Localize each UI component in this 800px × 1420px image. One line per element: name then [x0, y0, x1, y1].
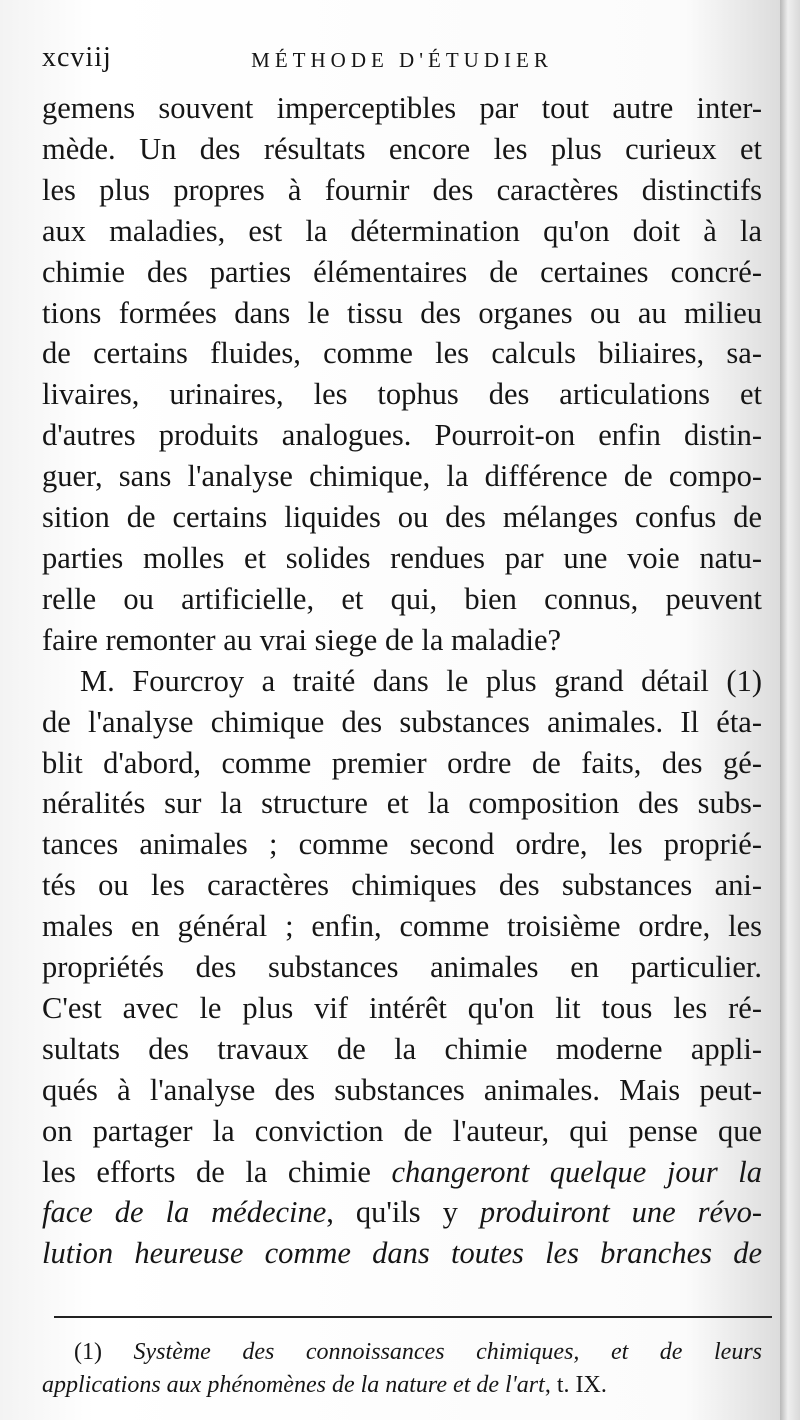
page-number: xcviij	[42, 42, 112, 73]
text-line: aux maladies, est la détermination qu'on doit à la	[42, 213, 762, 248]
text-line	[42, 1192, 762, 1233]
text-line: gemens souvent imperceptibles par tout autre inter-	[42, 91, 762, 125]
text-line: les plus propres à fournir des caractères distinctifs	[42, 172, 762, 207]
footnote-marker: (1)	[74, 1339, 134, 1366]
text-line: parties molles et solides rendues par une voie natu-	[42, 540, 762, 575]
text-line: tions formées dans le tissu des organes ou au milieu	[42, 295, 762, 330]
roman-segment: les efforts de la chimie	[42, 1154, 392, 1189]
text-line	[42, 1152, 762, 1193]
text-line: qués à l'analyse des substances animales. Mais peut-	[42, 1072, 762, 1107]
footnote-line	[42, 1369, 762, 1402]
italic-quote: lution heureuse comme dans toutes les branches de	[42, 1236, 762, 1271]
text-line: males en général ; enfin, comme troisième ordre, les	[42, 909, 762, 944]
text-line: mède. Un des résultats encore les plus curieux et	[42, 131, 762, 166]
italic-quote: changeront quelque jour la	[391, 1154, 762, 1189]
text-line: sultats des travaux de la chimie moderne appli-	[42, 1031, 762, 1066]
text-line: néralités sur la structure et la composition des subs-	[42, 786, 762, 821]
italic-quote: face de la médecine	[42, 1195, 327, 1230]
text-line: propriétés des substances animales en particulier.	[42, 950, 762, 985]
text-line: chimie des parties élémentaires de certaines concré-	[42, 254, 762, 289]
running-title: MÉTHODE D'ÉTUDIER	[251, 48, 553, 72]
text-line: livaires, urinaires, les tophus des articulations et	[42, 377, 762, 412]
footnote-title: Système des connoissances chimiques, et de leurs	[133, 1339, 763, 1366]
footnote	[42, 1336, 762, 1402]
text-line: de l'analyse chimique des substances animales. Il éta-	[42, 704, 762, 739]
body-text	[42, 88, 762, 1274]
text-line: d'autres produits analogues. Pourroit-on enfin distin-	[42, 418, 762, 453]
text-line: de certains fluides, comme les calculs biliaires, sa-	[42, 336, 762, 371]
footnote-title: applications aux phénomènes de la nature et de l'art	[42, 1372, 545, 1399]
text-line: tés ou les caractères chimiques des substances ani-	[42, 868, 762, 903]
text-line: C'est avec le plus vif intérêt qu'on lit tous les ré-	[42, 990, 762, 1025]
footnote-volume: , t. IX.	[544, 1372, 607, 1399]
footnote-line	[42, 1336, 762, 1369]
text-line: guer, sans l'analyse chimique, la différence de compo-	[42, 459, 762, 494]
text-line: blit d'abord, comme premier ordre de faits, des gé-	[42, 745, 762, 780]
text-line: relle ou artificielle, et qui, bien connus, peuvent	[42, 581, 762, 616]
text-line: sition de certains liquides ou des mélanges confus de	[42, 500, 762, 535]
italic-quote: produiront une révo-	[479, 1195, 763, 1230]
footnote-rule	[54, 1316, 772, 1318]
page-edge	[780, 0, 800, 1420]
paragraph-start-line: M. Fourcroy a traité dans le plus grand détail (1)	[80, 663, 762, 698]
roman-segment: , qu'ils y	[326, 1195, 480, 1230]
paragraph-end-line: faire remonter au vrai siege de la maladie?	[42, 622, 562, 657]
text-line: tances animales ; comme second ordre, les proprié-	[42, 827, 762, 862]
page-header	[42, 42, 762, 88]
text-line: on partager la conviction de l'auteur, qui pense que	[42, 1113, 762, 1148]
text-line	[42, 1233, 762, 1274]
